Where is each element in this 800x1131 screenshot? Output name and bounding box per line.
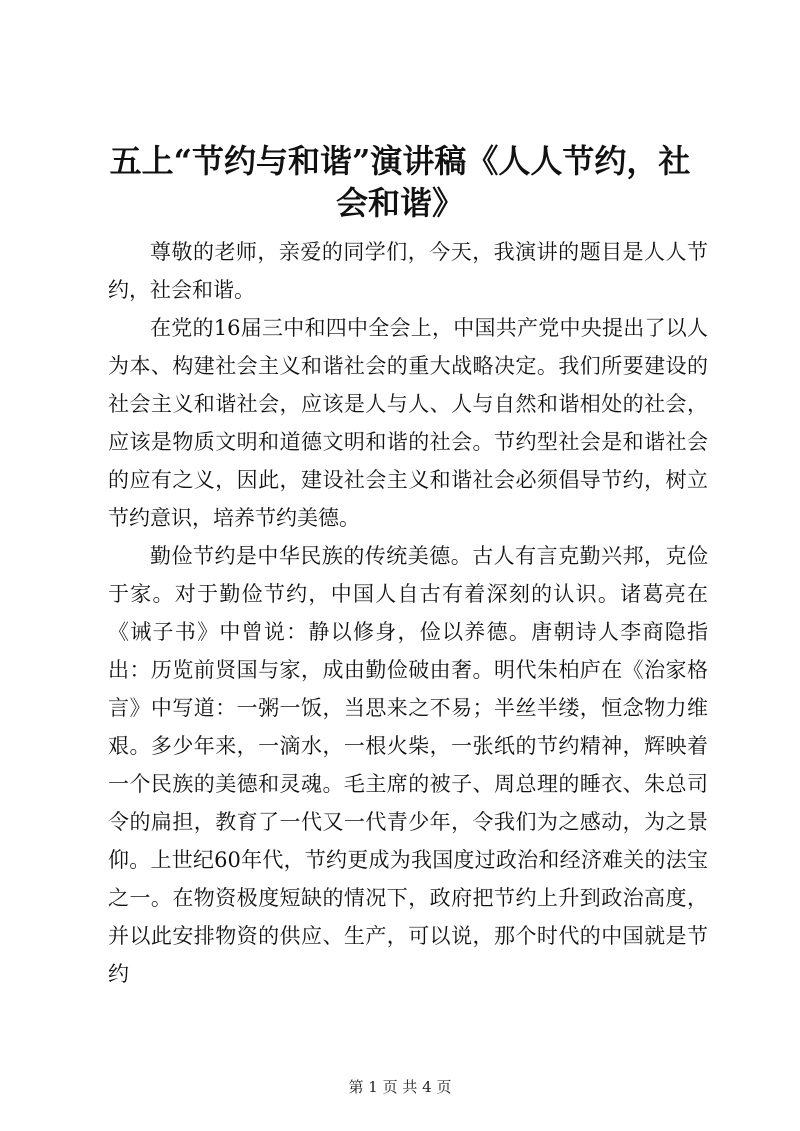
paragraph-harmonious-society: 在党的16届三中和四中全会上，中国共产党中央提出了以人为本、构建社会主义和谐社会的重大战略决定。我们所要建设的社会主义和谐社会，应该是人与人、人与自然和谐相处的社会，应该是物质文明和道德文明和谐的社会。节约型社会是和谐社会的应有之义，因此，建设社会主义和谐社会必须倡导节约，树立节约意识，培养节约美德。 <box>108 316 708 530</box>
paragraph-greeting: 尊敬的老师，亲爱的同学们，今天，我演讲的题目是人人节约，社会和谐。 <box>108 240 708 302</box>
document-body <box>108 233 708 993</box>
page-footer: 第 1 页 共 4 页 <box>348 1078 452 1096</box>
paragraph-frugality-tradition: 勤俭节约是中华民族的传统美德。古人有言克勤兴邦，克俭于家。对于勤俭节约，中国人自古有着深刻的认识。诸葛亮在《诫子书》中曾说：静以修身，俭以养德。唐朝诗人李商隐指出：历览前贤国与家，成由勤俭破由奢。明代朱柏庐在《治家格言》中写道：一粥一饭，当思来之不易；半丝半缕，恒念物力维艰。多少年来，一滴水，一根火柴，一张纸的节约精神，辉映着一个民族的美德和灵魂。毛主席的被子、周总理的睡衣、朱总司令的扁担，教育了一代又一代青少年，令我们为之感动，为之景仰。上世纪60年代，节约更成为我国度过政治和经济难关的法宝之一。在物资极度短缺的情况下，政府把节约上升到政治高度，并以此安排物资的供应、生产，可以说，那个时代的中国就是节约 <box>108 544 708 986</box>
document-title: 五上“节约与和谐”演讲稿《人人节约，社会和谐》 <box>109 142 691 222</box>
